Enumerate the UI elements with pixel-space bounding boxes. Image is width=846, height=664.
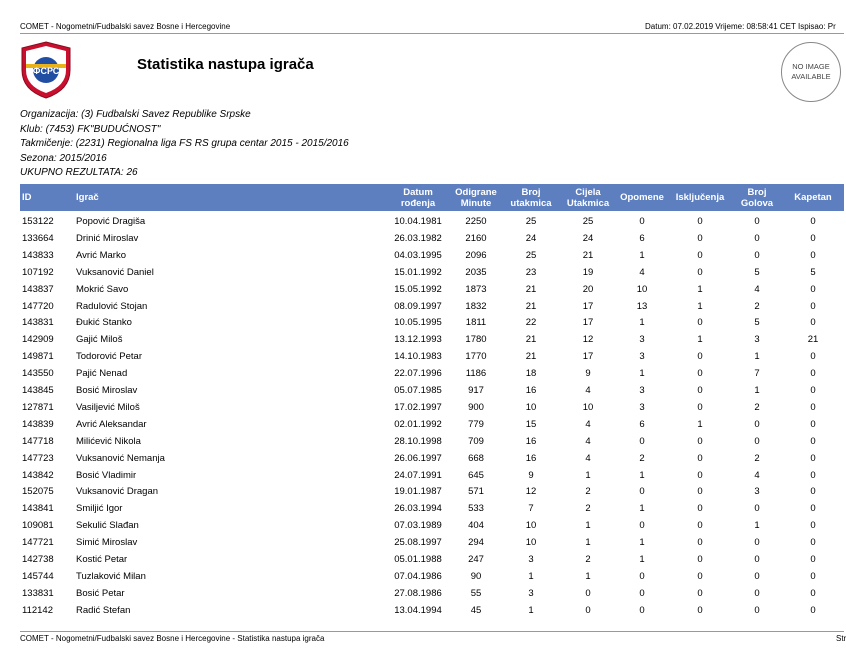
cell-utakmica: 23 xyxy=(525,266,537,278)
cell-opomene: 4 xyxy=(639,266,645,278)
cell-cijela: 12 xyxy=(582,334,594,346)
cell-id: 143831 xyxy=(22,317,54,329)
cell-cijela: 4 xyxy=(585,435,591,447)
table-row xyxy=(20,331,844,348)
cell-cijela: 21 xyxy=(582,249,594,261)
cell-datum: 10.04.1981 xyxy=(394,216,442,227)
cell-kapetan: 0 xyxy=(810,486,816,498)
table-row xyxy=(20,298,844,315)
table-row xyxy=(20,602,844,619)
page-title: Statistika nastupa igrača xyxy=(137,56,314,73)
no-image-label: NO IMAGE AVAILABLE xyxy=(791,62,831,81)
col-header-golova: Broj Golova xyxy=(740,186,774,209)
cell-opomene: 0 xyxy=(639,486,645,498)
cell-minute: 533 xyxy=(468,503,484,515)
cell-iskljucenja: 0 xyxy=(697,604,703,616)
cell-kapetan: 0 xyxy=(810,385,816,396)
cell-datum: 15.05.1992 xyxy=(394,283,442,295)
report-info xyxy=(20,108,349,181)
cell-datum: 26.03.1994 xyxy=(394,503,442,515)
cell-minute: 1873 xyxy=(465,283,487,295)
cell-datum: 25.08.1997 xyxy=(394,537,442,549)
col-header-id: ID xyxy=(22,192,32,203)
cell-opomene: 1 xyxy=(639,554,645,565)
table-row xyxy=(20,247,844,264)
table-row xyxy=(20,517,844,534)
cell-igrac: Todorović Petar xyxy=(76,351,143,363)
cell-opomene: 2 xyxy=(639,452,645,464)
cell-datum: 22.07.1996 xyxy=(394,368,442,380)
info-sezona: Sezona: 2015/2016 xyxy=(20,152,107,164)
header-app-name: COMET - Nogometni/Fudbalski savez Bosne i Hercegovine xyxy=(20,22,231,31)
cell-utakmica: 24 xyxy=(525,232,537,244)
cell-id: 133664 xyxy=(22,232,54,244)
cell-utakmica: 10 xyxy=(525,537,537,549)
cell-utakmica: 22 xyxy=(525,317,537,329)
cell-cijela: 10 xyxy=(582,401,594,413)
cell-id: 143550 xyxy=(22,368,54,380)
cell-igrac: Bosić Petar xyxy=(76,587,125,599)
cell-kapetan: 0 xyxy=(810,249,816,261)
cell-minute: 2250 xyxy=(465,216,487,227)
cell-iskljucenja: 0 xyxy=(697,469,703,481)
cell-opomene: 0 xyxy=(639,587,645,599)
cell-golova: 0 xyxy=(754,418,760,430)
cell-igrac: Smiljić Igor xyxy=(76,503,123,515)
cell-opomene: 0 xyxy=(639,570,645,582)
info-ukupno: UKUPNO REZULTATA: 26 xyxy=(20,167,138,178)
cell-utakmica: 16 xyxy=(525,385,537,396)
cell-cijela: 17 xyxy=(582,351,594,363)
cell-datum: 26.06.1997 xyxy=(394,452,442,464)
cell-datum: 14.10.1983 xyxy=(394,351,442,363)
cell-id: 145744 xyxy=(22,570,54,582)
cell-iskljucenja: 0 xyxy=(697,486,703,498)
cell-minute: 571 xyxy=(468,486,484,498)
cell-kapetan: 0 xyxy=(810,401,816,413)
cell-minute: 1832 xyxy=(465,300,487,312)
cell-cijela: 17 xyxy=(582,317,594,329)
cell-kapetan: 21 xyxy=(807,334,819,346)
cell-golova: 2 xyxy=(754,452,760,464)
cell-kapetan: 0 xyxy=(810,435,816,447)
cell-kapetan: 0 xyxy=(810,283,816,295)
cell-datum: 02.01.1992 xyxy=(394,418,442,430)
cell-iskljucenja: 0 xyxy=(697,216,703,227)
cell-id: 143839 xyxy=(22,418,54,430)
cell-utakmica: 16 xyxy=(525,435,537,447)
cell-minute: 247 xyxy=(468,554,484,565)
cell-iskljucenja: 0 xyxy=(697,452,703,464)
cell-utakmica: 3 xyxy=(528,587,534,599)
cell-kapetan: 0 xyxy=(810,570,816,582)
cell-kapetan: 0 xyxy=(810,604,816,616)
cell-opomene: 3 xyxy=(639,351,645,363)
cell-iskljucenja: 0 xyxy=(697,503,703,515)
table-row xyxy=(20,551,844,568)
cell-cijela: 1 xyxy=(585,469,591,481)
cell-id: 147718 xyxy=(22,435,54,447)
cell-utakmica: 15 xyxy=(525,418,537,430)
table-row xyxy=(20,399,844,416)
footer-text: COMET - Nogometni/Fudbalski savez Bosne i Hercegovine - Statistika nastupa igrača xyxy=(20,634,325,643)
table-row xyxy=(20,433,844,450)
cell-utakmica: 3 xyxy=(528,554,534,565)
cell-iskljucenja: 1 xyxy=(697,334,703,346)
table-row xyxy=(20,365,844,382)
cell-datum: 07.03.1989 xyxy=(394,520,442,532)
cell-kapetan: 0 xyxy=(810,216,816,227)
cell-minute: 1811 xyxy=(465,317,487,329)
cell-igrac: Avrić Marko xyxy=(76,249,126,261)
cell-id: 147723 xyxy=(22,452,54,464)
cell-golova: 4 xyxy=(754,283,760,295)
cell-minute: 900 xyxy=(468,401,484,413)
header-divider xyxy=(20,33,844,34)
cell-golova: 3 xyxy=(754,486,760,498)
cell-iskljucenja: 0 xyxy=(697,232,703,244)
cell-kapetan: 0 xyxy=(810,469,816,481)
cell-iskljucenja: 0 xyxy=(697,520,703,532)
cell-opomene: 1 xyxy=(639,469,645,481)
cell-opomene: 10 xyxy=(636,283,648,295)
cell-golova: 2 xyxy=(754,401,760,413)
cell-datum: 13.12.1993 xyxy=(394,334,442,346)
cell-cijela: 2 xyxy=(585,503,591,515)
cell-cijela: 20 xyxy=(582,283,594,295)
cell-kapetan: 0 xyxy=(810,351,816,363)
table-row xyxy=(20,314,844,331)
cell-golova: 4 xyxy=(754,469,760,481)
cell-id: 109081 xyxy=(22,520,54,532)
cell-datum: 10.05.1995 xyxy=(394,317,442,329)
table-row xyxy=(20,264,844,281)
cell-opomene: 1 xyxy=(639,503,645,515)
cell-opomene: 6 xyxy=(639,418,645,430)
table-row xyxy=(20,281,844,298)
cell-golova: 7 xyxy=(754,368,760,380)
cell-iskljucenja: 0 xyxy=(697,570,703,582)
cell-cijela: 24 xyxy=(582,232,594,244)
cell-iskljucenja: 0 xyxy=(697,249,703,261)
cell-golova: 0 xyxy=(754,554,760,565)
cell-minute: 404 xyxy=(468,520,484,532)
cell-id: 142738 xyxy=(22,554,54,565)
table-row xyxy=(20,348,844,365)
cell-igrac: Vuksanović Daniel xyxy=(76,266,154,278)
cell-minute: 668 xyxy=(468,452,484,464)
cell-iskljucenja: 0 xyxy=(697,587,703,599)
cell-golova: 0 xyxy=(754,537,760,549)
cell-igrac: Milićević Nikola xyxy=(76,435,141,447)
cell-minute: 294 xyxy=(468,537,484,549)
cell-minute: 709 xyxy=(468,435,484,447)
col-header-cijela: Cijela Utakmica xyxy=(566,186,610,209)
cell-opomene: 13 xyxy=(636,300,648,312)
cell-opomene: 1 xyxy=(639,537,645,549)
cell-golova: 1 xyxy=(754,351,760,363)
cell-id: 143842 xyxy=(22,469,54,481)
header-date-time: Datum: 07.02.2019 Vrijeme: 08:58:41 CET Ispisao: Pr xyxy=(645,22,836,31)
cell-datum: 05.01.1988 xyxy=(394,554,442,565)
table-row xyxy=(20,450,844,467)
table-header xyxy=(20,184,844,211)
cell-id: 127871 xyxy=(22,401,54,413)
cell-datum: 05.07.1985 xyxy=(394,385,442,396)
cell-igrac: Bosić Vladimir xyxy=(76,469,137,481)
cell-igrac: Gajić Miloš xyxy=(76,334,123,346)
table-row xyxy=(20,483,844,500)
cell-kapetan: 0 xyxy=(810,554,816,565)
cell-iskljucenja: 1 xyxy=(697,283,703,295)
cell-datum: 08.09.1997 xyxy=(394,300,442,312)
footer-page: Str xyxy=(836,634,846,643)
cell-utakmica: 21 xyxy=(525,351,537,363)
cell-id: 152075 xyxy=(22,486,54,498)
cell-utakmica: 7 xyxy=(528,503,534,515)
cell-cijela: 25 xyxy=(582,216,594,227)
cell-igrac: Simić Miroslav xyxy=(76,537,138,549)
cell-utakmica: 25 xyxy=(525,249,537,261)
cell-golova: 0 xyxy=(754,232,760,244)
cell-iskljucenja: 0 xyxy=(697,266,703,278)
cell-iskljucenja: 0 xyxy=(697,368,703,380)
cell-cijela: 4 xyxy=(585,385,591,396)
cell-cijela: 2 xyxy=(585,554,591,565)
cell-datum: 27.08.1986 xyxy=(394,587,442,599)
cell-minute: 55 xyxy=(470,587,482,599)
cell-cijela: 1 xyxy=(585,537,591,549)
cell-igrac: Vasiljević Miloš xyxy=(76,401,140,413)
table-row xyxy=(20,230,844,247)
cell-opomene: 0 xyxy=(639,604,645,616)
cell-cijela: 0 xyxy=(585,587,591,599)
cell-minute: 1780 xyxy=(465,334,487,346)
cell-opomene: 0 xyxy=(639,216,645,227)
cell-utakmica: 25 xyxy=(525,216,537,227)
cell-minute: 1186 xyxy=(465,368,487,380)
cell-opomene: 3 xyxy=(639,334,645,346)
cell-cijela: 19 xyxy=(582,266,594,278)
logo-text: ФСРС xyxy=(32,66,60,76)
col-header-utakmica: Broj utakmica xyxy=(510,186,552,209)
cell-kapetan: 0 xyxy=(810,300,816,312)
cell-igrac: Mokrić Savo xyxy=(76,283,129,295)
cell-kapetan: 0 xyxy=(810,520,816,532)
cell-igrac: Popović Dragiša xyxy=(76,216,146,227)
cell-datum: 17.02.1997 xyxy=(394,401,442,413)
cell-kapetan: 5 xyxy=(810,266,816,278)
cell-utakmica: 1 xyxy=(528,604,534,616)
cell-opomene: 0 xyxy=(639,435,645,447)
cell-iskljucenja: 0 xyxy=(697,385,703,396)
cell-cijela: 1 xyxy=(585,570,591,582)
cell-kapetan: 0 xyxy=(810,587,816,599)
cell-igrac: Kostić Petar xyxy=(76,554,128,565)
cell-datum: 24.07.1991 xyxy=(394,469,442,481)
table-row xyxy=(20,568,844,585)
cell-golova: 5 xyxy=(754,317,760,329)
cell-utakmica: 21 xyxy=(525,283,537,295)
cell-id: 143845 xyxy=(22,385,54,396)
no-image-placeholder xyxy=(781,42,841,102)
cell-opomene: 1 xyxy=(639,368,645,380)
cell-opomene: 3 xyxy=(639,401,645,413)
table-row xyxy=(20,416,844,433)
cell-id: 153122 xyxy=(22,216,54,227)
cell-iskljucenja: 0 xyxy=(697,401,703,413)
cell-iskljucenja: 0 xyxy=(697,537,703,549)
cell-igrac: Drinić Miroslav xyxy=(76,232,139,244)
cell-igrac: Avrić Aleksandar xyxy=(76,418,147,430)
cell-iskljucenja: 0 xyxy=(697,435,703,447)
cell-kapetan: 0 xyxy=(810,317,816,329)
report-header-bar xyxy=(0,0,844,34)
cell-opomene: 3 xyxy=(639,385,645,396)
cell-minute: 2096 xyxy=(465,249,487,261)
cell-igrac: Bosić Miroslav xyxy=(76,385,138,396)
cell-golova: 1 xyxy=(754,520,760,532)
footer-divider xyxy=(20,631,844,632)
cell-iskljucenja: 1 xyxy=(697,418,703,430)
cell-datum: 07.04.1986 xyxy=(394,570,442,582)
table-row xyxy=(20,585,844,602)
cell-igrac: Pajić Nenad xyxy=(76,368,128,380)
col-header-datum: Datum rođenja xyxy=(400,186,436,209)
cell-opomene: 6 xyxy=(639,232,645,244)
cell-cijela: 2 xyxy=(585,486,591,498)
col-header-opomene: Opomene xyxy=(620,192,664,203)
cell-kapetan: 0 xyxy=(810,452,816,464)
cell-minute: 779 xyxy=(468,418,484,430)
cell-kapetan: 0 xyxy=(810,232,816,244)
cell-golova: 0 xyxy=(754,570,760,582)
col-header-iskljucenja: Isključenja xyxy=(675,192,725,203)
cell-utakmica: 10 xyxy=(525,520,537,532)
col-header-igrac: Igrač xyxy=(76,192,99,203)
cell-kapetan: 0 xyxy=(810,503,816,515)
cell-golova: 0 xyxy=(754,435,760,447)
cell-id: 107192 xyxy=(22,266,54,278)
cell-igrac: Tuzlaković Milan xyxy=(76,570,146,582)
cell-minute: 917 xyxy=(468,385,484,396)
cell-cijela: 17 xyxy=(582,300,594,312)
cell-id: 147720 xyxy=(22,300,54,312)
cell-id: 133831 xyxy=(22,587,54,599)
cell-opomene: 1 xyxy=(639,249,645,261)
cell-minute: 1770 xyxy=(465,351,487,363)
cell-utakmica: 18 xyxy=(525,368,537,380)
cell-datum: 26.03.1982 xyxy=(394,232,442,244)
cell-id: 112142 xyxy=(22,604,53,616)
cell-golova: 0 xyxy=(754,587,760,599)
table-row xyxy=(20,382,844,399)
cell-id: 142909 xyxy=(22,334,54,346)
info-organizacija: Organizacija: (3) Fudbalski Savez Republike Srpske xyxy=(20,109,251,120)
cell-golova: 2 xyxy=(754,300,760,312)
cell-opomene: 0 xyxy=(639,520,645,532)
cell-igrac: Vuksanović Nemanja xyxy=(76,452,165,464)
table-row xyxy=(20,213,844,230)
cell-golova: 0 xyxy=(754,503,760,515)
table-row xyxy=(20,534,844,551)
cell-id: 143833 xyxy=(22,249,54,261)
cell-golova: 1 xyxy=(754,385,760,396)
cell-datum: 15.01.1992 xyxy=(394,266,442,278)
cell-minute: 2035 xyxy=(465,266,487,278)
fsrs-logo xyxy=(18,40,74,100)
cell-iskljucenja: 0 xyxy=(697,317,703,329)
cell-golova: 5 xyxy=(754,266,760,278)
cell-id: 149871 xyxy=(22,351,54,363)
cell-igrac: Radić Stefan xyxy=(76,604,131,616)
cell-datum: 19.01.1987 xyxy=(394,486,442,498)
cell-utakmica: 1 xyxy=(528,570,534,582)
cell-igrac: Radulović Stojan xyxy=(76,300,148,312)
cell-igrac: Vuksanović Dragan xyxy=(76,486,159,498)
info-klub: Klub: (7453) FK"BUDUĆNOST" xyxy=(20,123,161,135)
cell-minute: 45 xyxy=(470,604,482,616)
cell-opomene: 1 xyxy=(639,317,645,329)
cell-golova: 3 xyxy=(754,334,760,346)
cell-iskljucenja: 0 xyxy=(697,554,703,565)
cell-kapetan: 0 xyxy=(810,368,816,380)
cell-utakmica: 21 xyxy=(525,300,537,312)
cell-datum: 04.03.1995 xyxy=(394,249,442,261)
cell-utakmica: 9 xyxy=(528,469,534,481)
cell-utakmica: 12 xyxy=(525,486,537,498)
cell-iskljucenja: 1 xyxy=(697,300,703,312)
cell-utakmica: 10 xyxy=(525,401,537,413)
cell-minute: 90 xyxy=(470,570,482,582)
cell-cijela: 4 xyxy=(585,418,591,430)
cell-kapetan: 0 xyxy=(810,418,816,430)
cell-igrac: Sekulić Slađan xyxy=(76,520,139,532)
cell-golova: 0 xyxy=(754,249,760,261)
col-header-kapetan: Kapetan xyxy=(794,192,832,203)
cell-id: 143841 xyxy=(22,503,54,515)
cell-golova: 0 xyxy=(754,604,760,616)
cell-datum: 28.10.1998 xyxy=(394,435,442,447)
cell-cijela: 1 xyxy=(585,520,591,532)
cell-iskljucenja: 0 xyxy=(697,351,703,363)
cell-cijela: 9 xyxy=(585,368,591,380)
table-row xyxy=(20,467,844,484)
table-row xyxy=(20,500,844,517)
cell-utakmica: 16 xyxy=(525,452,537,464)
cell-kapetan: 0 xyxy=(810,537,816,549)
cell-golova: 0 xyxy=(754,216,760,227)
cell-minute: 2160 xyxy=(465,232,487,244)
cell-cijela: 0 xyxy=(585,604,591,616)
cell-utakmica: 21 xyxy=(525,334,537,346)
cell-minute: 645 xyxy=(468,469,484,481)
cell-id: 147721 xyxy=(22,537,54,549)
col-header-minute: Odigrane Minute xyxy=(455,186,497,209)
info-takmicenje: Takmičenje: (2231) Regionalna liga FS RS grupa centar 2015 - 2015/2016 xyxy=(20,138,349,149)
cell-datum: 13.04.1994 xyxy=(394,604,442,616)
cell-igrac: Đukić Stanko xyxy=(76,317,132,329)
cell-cijela: 4 xyxy=(585,452,591,464)
cell-id: 143837 xyxy=(22,283,54,295)
